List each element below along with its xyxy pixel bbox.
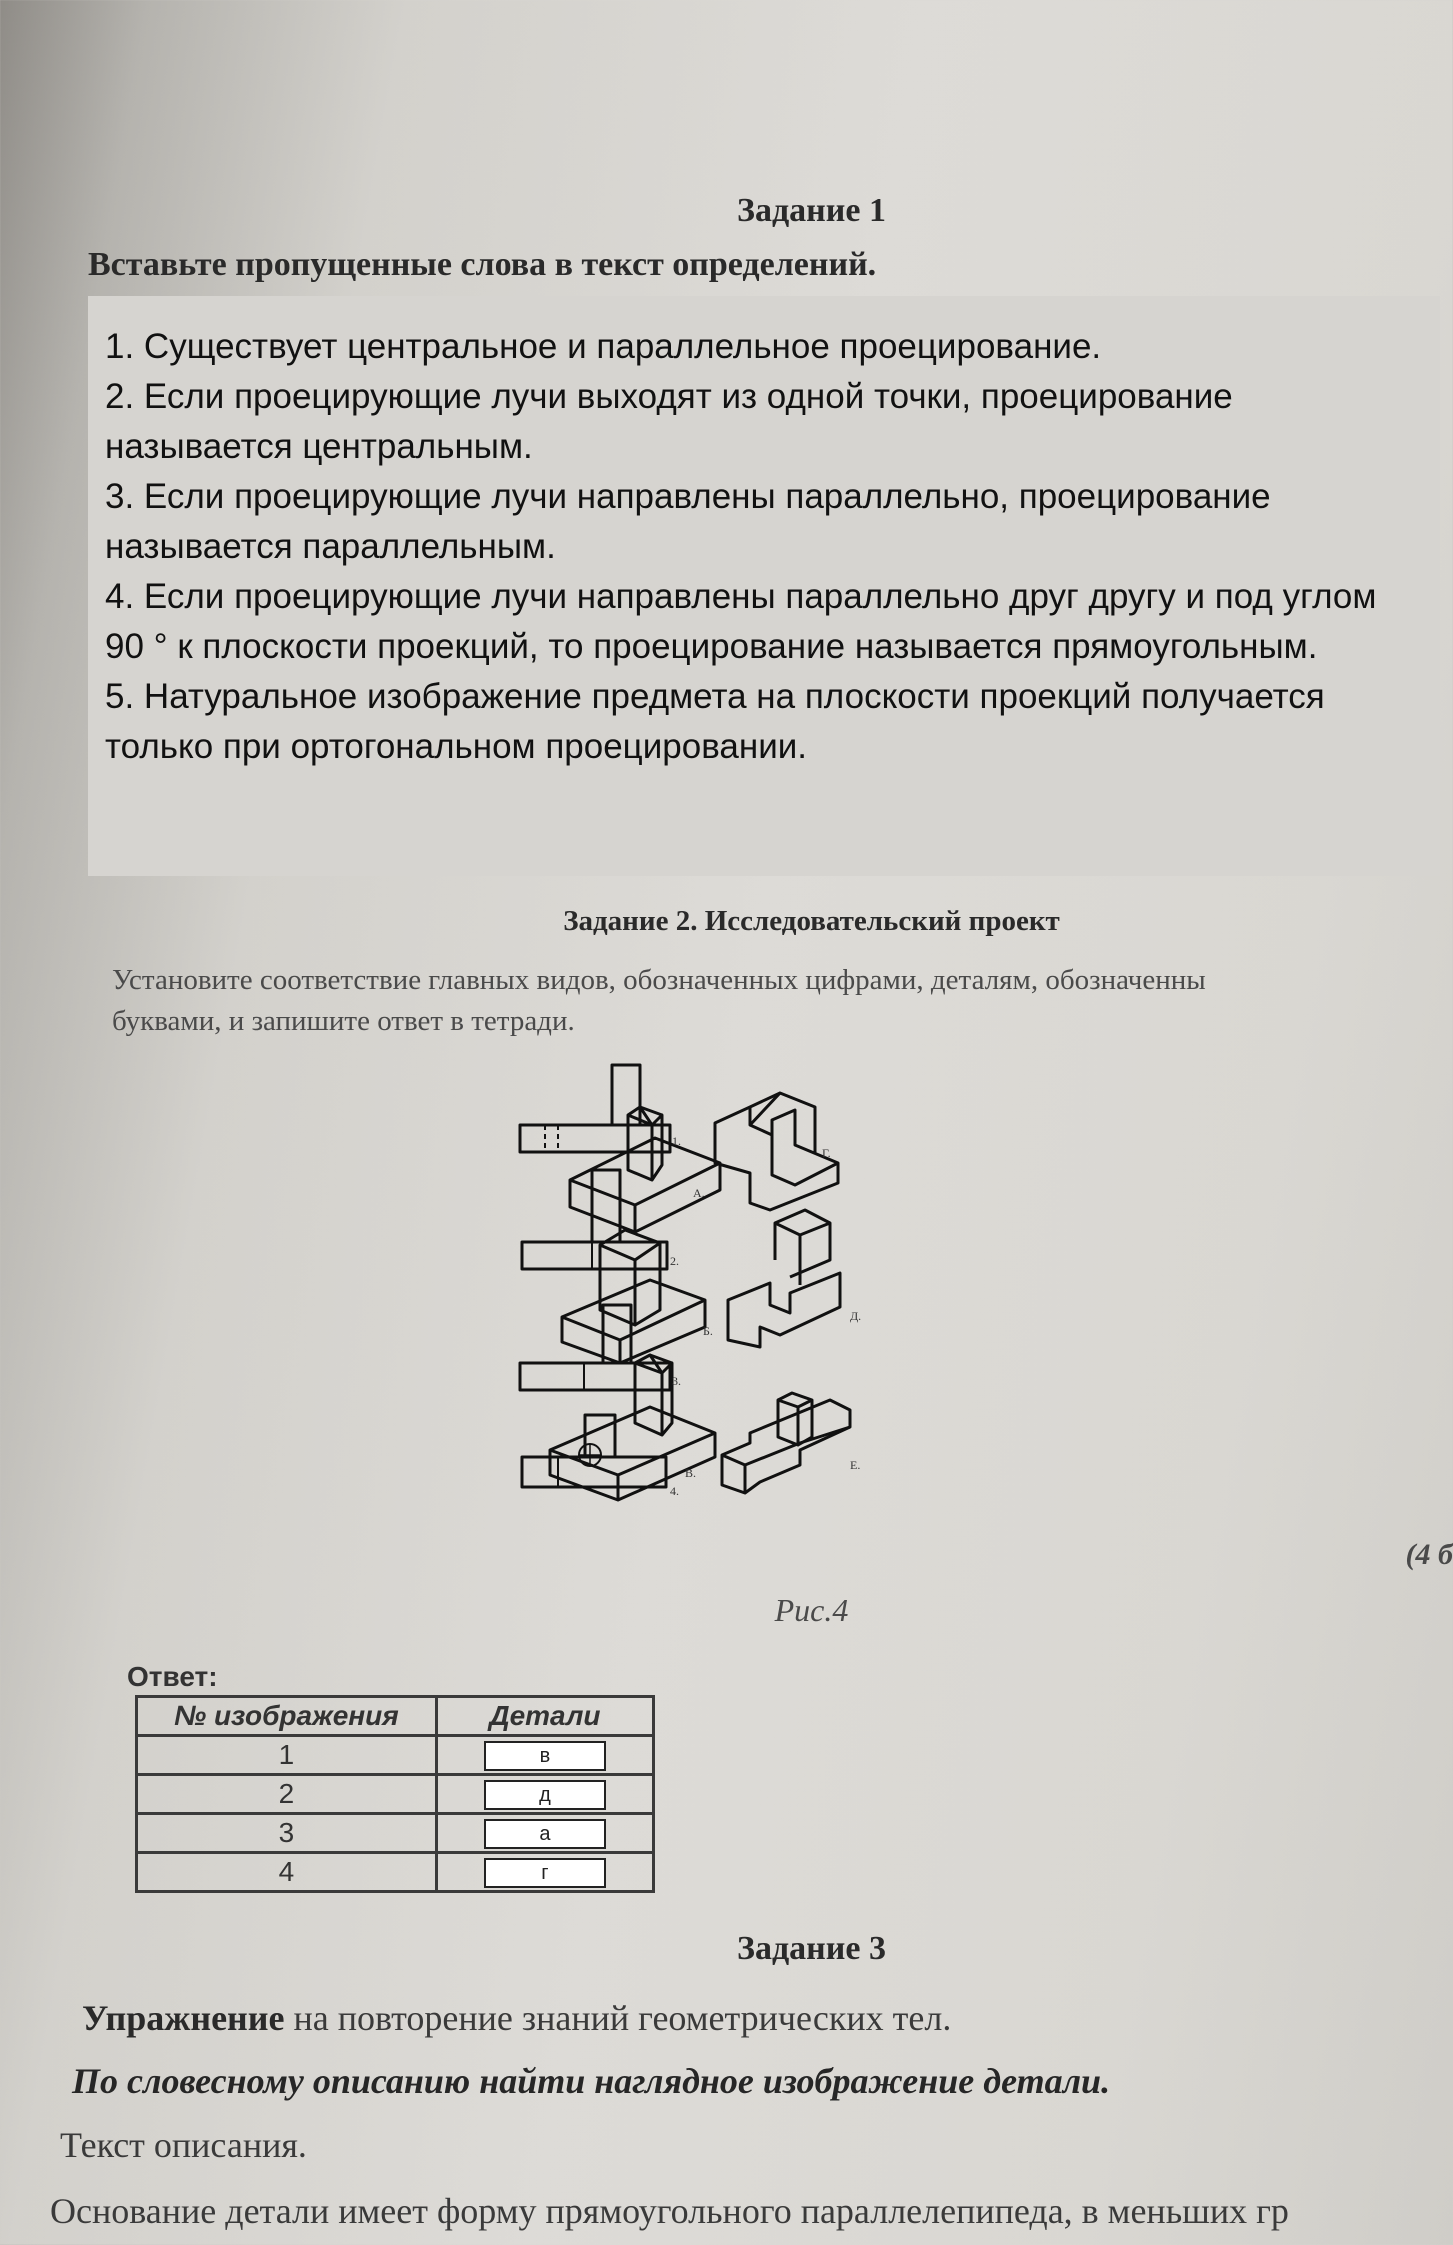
view-label-1: 1. xyxy=(672,1134,681,1148)
answer-row-number: 2 xyxy=(137,1775,437,1814)
task3-exercise-bold: Упражнение xyxy=(82,1998,285,2038)
answer-table-header xyxy=(137,1697,654,1736)
answer-part-field[interactable]: в xyxy=(484,1741,606,1771)
part-label-d: Д. xyxy=(850,1309,862,1323)
column-parts: Детали xyxy=(436,1697,653,1736)
answer-part-field[interactable]: а xyxy=(484,1819,606,1849)
view-label-4: 4. xyxy=(670,1484,679,1498)
answer-row xyxy=(137,1736,654,1775)
answer-row-part-cell xyxy=(436,1775,653,1814)
task3-title: Задание 3 xyxy=(737,1930,886,1967)
answer-row xyxy=(137,1775,654,1814)
task1-instruction: Вставьте пропущенные слова в текст определений. xyxy=(88,246,877,283)
figure-4-drawings xyxy=(500,1045,1120,1515)
answer-row xyxy=(137,1814,654,1853)
answer-row xyxy=(137,1853,654,1892)
column-image-number: № изображения xyxy=(137,1697,437,1736)
task3-description-text: Основание детали имеет форму прямоугольного параллелепипеда, в меньших гр xyxy=(50,2191,1289,2231)
task1-item-2: 2. Если проецирующие лучи выходят из одной точки, проецирование называется центральным. xyxy=(105,377,1233,466)
part-b-drawing xyxy=(562,1230,705,1363)
task2-instruction-line2: буквами, и запишите ответ в тетради. xyxy=(112,1005,575,1037)
answer-label: Ответ: xyxy=(127,1661,218,1692)
task2-instruction-line1: Установите соответствие главных видов, обозначенных цифрами, деталям, обозначенны xyxy=(112,964,1206,996)
part-g-drawing xyxy=(715,1093,838,1210)
task1-item-3: 3. Если проецирующие лучи направлены параллельно, проецирование называется параллельным. xyxy=(105,477,1271,566)
answer-row-part-cell xyxy=(436,1853,653,1892)
answer-row-part-cell xyxy=(436,1736,653,1775)
part-label-v: В. xyxy=(685,1466,697,1480)
task1-title: Задание 1 xyxy=(737,192,886,229)
task1-item-1: 1. Существует центральное и параллельное проецирование. xyxy=(105,327,1102,366)
view-label-2: 2. xyxy=(670,1254,679,1268)
task2-instruction xyxy=(112,960,1452,1042)
task2-title: Задание 2. Исследовательский проект xyxy=(563,905,1060,937)
task1-item-5: 5. Натуральное изображение предмета на плоскости проекций получается только при ортогональном проецировании. xyxy=(105,677,1325,766)
answer-table xyxy=(135,1695,655,1893)
answer-row-number: 1 xyxy=(137,1736,437,1775)
task2-points: (4 б xyxy=(1405,1538,1453,1571)
task3-description-heading: Текст описания. xyxy=(60,2125,307,2165)
part-d-drawing xyxy=(728,1210,840,1347)
part-label-b: Б. xyxy=(703,1324,713,1338)
figure-caption: Рис.4 xyxy=(774,1592,849,1628)
answer-row-number: 3 xyxy=(137,1814,437,1853)
task3-exercise-line xyxy=(82,1997,951,2039)
task1-item-4: 4. Если проецирующие лучи направлены параллельно друг другу и под углом 90 ° к плоскости проекций, то проецирование называется прямоугольным. xyxy=(105,577,1377,666)
view-label-3: 3. xyxy=(672,1374,681,1388)
part-label-g: Г. xyxy=(822,1146,831,1160)
answer-part-field[interactable]: д xyxy=(484,1780,606,1810)
task1-answer-block xyxy=(88,296,1440,876)
part-label-a: А. xyxy=(693,1186,705,1200)
answer-row-number: 4 xyxy=(137,1853,437,1892)
answer-part-field[interactable]: г xyxy=(484,1858,606,1888)
task3-exercise-rest: на повторение знаний геометрических тел. xyxy=(284,1998,952,2038)
part-e-drawing xyxy=(722,1393,850,1493)
answer-row-part-cell xyxy=(436,1814,653,1853)
task3-find-instruction: По словесному описанию найти наглядное изображение детали. xyxy=(72,2061,1111,2101)
part-label-e: Е. xyxy=(850,1458,861,1472)
